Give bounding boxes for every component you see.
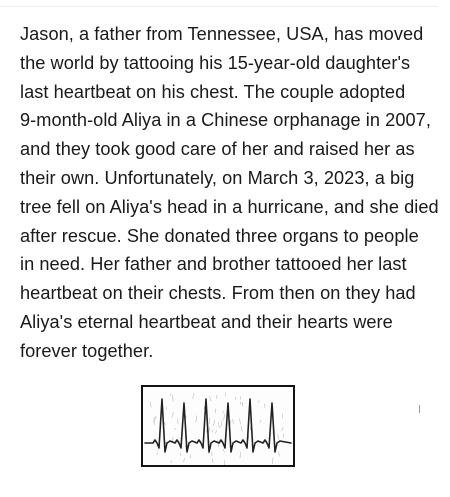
texture-mark	[278, 434, 279, 440]
texture-mark	[258, 401, 259, 403]
article-line: their own. Unfortunately, on March 3, 2023, a big	[20, 167, 415, 188]
top-divider	[0, 6, 438, 7]
texture-mark	[215, 430, 216, 433]
texture-mark	[178, 419, 179, 425]
texture-mark	[155, 416, 156, 419]
article-line: after rescue. She donated three organs to people	[20, 225, 419, 246]
texture-mark	[224, 414, 225, 420]
texture-mark	[241, 402, 242, 405]
texture-mark	[282, 427, 283, 431]
texture-mark	[183, 458, 184, 462]
texture-mark	[170, 394, 171, 396]
texture-mark	[172, 412, 173, 417]
article-line: tree fell on Aliya's head in a hurricane, and she died	[20, 196, 439, 217]
texture-mark	[279, 451, 280, 456]
texture-mark	[240, 452, 241, 458]
texture-mark	[164, 422, 165, 425]
texture-mark	[175, 428, 176, 430]
article-line: and they took good care of her and raised her as	[20, 139, 415, 160]
article-line: Aliya's eternal heartbeat and their hearts were	[20, 311, 393, 332]
article-body	[20, 20, 438, 366]
texture-mark	[212, 430, 213, 433]
texture-mark	[225, 393, 226, 397]
texture-mark	[157, 453, 158, 455]
article-line: 9-month-old Aliya in a Chinese orphanage in 2007,	[20, 110, 431, 131]
texture-layer	[150, 393, 283, 465]
article-line: last heartbeat on his chest. The couple adopted	[20, 81, 406, 102]
article-line: in need. Her father and brother tattooed her last	[20, 254, 407, 275]
scroll-edge-mark	[419, 405, 420, 413]
heartbeat-tattoo-image	[141, 385, 295, 467]
texture-mark	[209, 426, 210, 432]
texture-mark	[213, 420, 214, 426]
article-line: the world by tattooing his 15-year-old daughter's	[20, 52, 411, 73]
texture-mark	[240, 418, 241, 424]
article-line: heartbeat on their chests. From then on they had	[20, 283, 416, 304]
texture-mark	[150, 402, 151, 407]
texture-mark	[221, 421, 222, 427]
texture-mark	[233, 419, 234, 424]
texture-mark	[216, 395, 217, 399]
texture-mark	[196, 416, 197, 423]
texture-mark	[186, 416, 187, 419]
article-line: Jason, a father from Tennessee, USA, has moved	[20, 24, 424, 44]
article-line: forever together.	[20, 340, 154, 361]
texture-mark	[193, 393, 194, 399]
texture-mark	[210, 396, 211, 401]
texture-mark	[218, 422, 219, 428]
texture-mark	[212, 459, 213, 463]
texture-mark	[241, 426, 242, 431]
heartbeat-line-icon	[143, 387, 293, 465]
texture-mark	[172, 395, 173, 402]
texture-mark	[260, 420, 261, 423]
texture-mark	[223, 449, 224, 452]
